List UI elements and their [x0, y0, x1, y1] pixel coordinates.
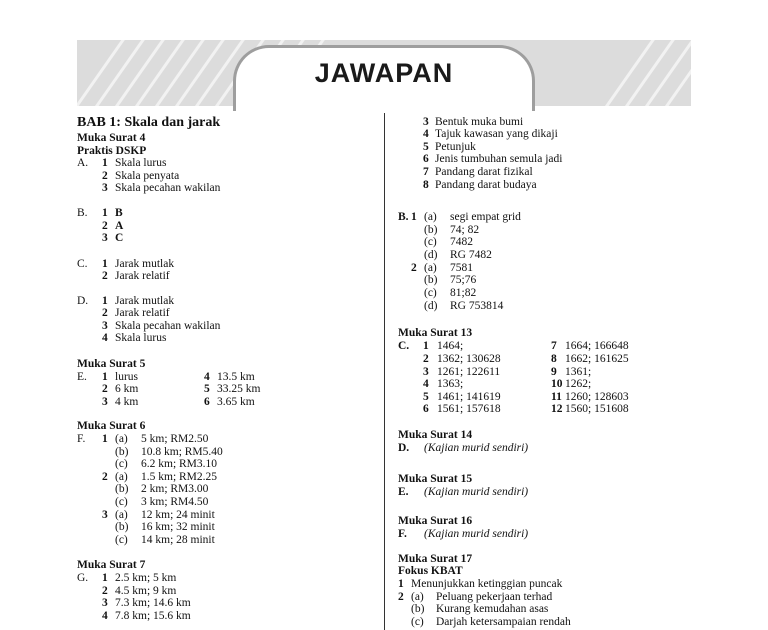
answer-text: (Kajian murid sendiri) — [424, 442, 529, 454]
answer-sub-label: (c) — [115, 534, 128, 546]
answer-text: Kurang kemudahan asas — [436, 603, 549, 615]
answer-text: 33.25 km — [217, 383, 261, 395]
answer-sub-label: (a) — [115, 433, 128, 445]
answer-number: 3 — [102, 232, 108, 244]
answer-text: 6 km — [115, 383, 139, 395]
answer-text: RG 753814 — [450, 300, 504, 312]
answer-text: Pandang darat budaya — [435, 179, 537, 191]
answer-number: 7 — [423, 166, 429, 178]
answer-text: 12 km; 24 minit — [141, 509, 215, 521]
answer-sub-label: (d) — [424, 249, 438, 261]
answer-number: 2 — [102, 270, 108, 282]
section-heading: Muka Surat 14 — [398, 429, 473, 441]
answer-text: Jenis tumbuhan semula jadi — [435, 153, 563, 165]
answer-number: 5 — [423, 391, 429, 403]
answer-text: Menunjukkan ketinggian puncak — [411, 578, 563, 590]
answer-number: 1 — [102, 295, 108, 307]
answer-text: (Kajian murid sendiri) — [424, 486, 529, 498]
section-heading: Muka Surat 16 — [398, 515, 473, 527]
answer-text: 7.3 km; 14.6 km — [115, 597, 191, 609]
answer-number: 1 — [398, 578, 404, 590]
answer-text: Skala lurus — [115, 157, 167, 169]
answer-number: 1 — [102, 433, 108, 445]
answer-number: 7 — [551, 340, 557, 352]
answer-number: 2 — [102, 170, 108, 182]
answer-number: 8 — [423, 179, 429, 191]
answer-sub-label: (a) — [424, 211, 437, 223]
answer-number: 4 — [204, 371, 210, 383]
answer-number: 9 — [551, 366, 557, 378]
answer-text: 81;82 — [450, 287, 477, 299]
answer-number: 3 — [423, 116, 429, 128]
answer-number: 2 — [102, 307, 108, 319]
answer-number: 6 — [423, 153, 429, 165]
answer-number: 10 — [551, 378, 563, 390]
answer-sub-label: (b) — [411, 603, 425, 615]
answer-number: 3 — [102, 597, 108, 609]
answer-text: 1464; — [437, 340, 464, 352]
answer-number: 4 — [423, 378, 429, 390]
answer-number: 4 — [423, 128, 429, 140]
answer-text: 2.5 km; 5 km — [115, 572, 177, 584]
answer-sub-label: (c) — [424, 236, 437, 248]
answer-number: 2 — [102, 471, 108, 483]
answer-number: 5 — [423, 141, 429, 153]
answer-text: 1361; — [565, 366, 592, 378]
answer-text: 13.5 km — [217, 371, 255, 383]
answer-text: 4 km — [115, 396, 139, 408]
answer-number: 1 — [102, 207, 108, 219]
answer-text: 7581 — [450, 262, 473, 274]
answer-text: C — [115, 232, 124, 244]
answer-text: Skala lurus — [115, 332, 167, 344]
answer-text: 16 km; 32 minit — [141, 521, 215, 533]
answer-sub-label: (b) — [115, 483, 129, 495]
answer-text: Skala penyata — [115, 170, 180, 182]
answer-sub-label: (b) — [115, 446, 129, 458]
answer-sub-label: (c) — [411, 616, 424, 628]
answer-text: Darjah ketersampaian rendah — [436, 616, 571, 628]
answer-text: Pandang darat fizikal — [435, 166, 533, 178]
answer-number: 2 — [423, 353, 429, 365]
answer-text: 1.5 km; RM2.25 — [141, 471, 218, 483]
answer-letter: E. — [77, 371, 87, 383]
section-heading: Muka Surat 15 — [398, 473, 473, 485]
answer-text: 1461; 141619 — [437, 391, 501, 403]
answer-sub-label: (b) — [424, 274, 438, 286]
answer-number: 2 — [411, 262, 417, 274]
answer-text: Petunjuk — [435, 141, 476, 153]
answer-number: 8 — [551, 353, 557, 365]
answer-number: 2 — [398, 591, 404, 603]
answer-text: 1561; 157618 — [437, 403, 501, 415]
answer-letter: A. — [77, 157, 89, 169]
answer-text: 1260; 128603 — [565, 391, 629, 403]
answer-letter: D. — [77, 295, 89, 307]
answer-letter: F. — [77, 433, 86, 445]
answer-number: 3 — [102, 509, 108, 521]
answer-number: 3 — [102, 320, 108, 332]
answer-text: 74; 82 — [450, 224, 480, 236]
answer-number: 6 — [204, 396, 210, 408]
answer-number: 3 — [423, 366, 429, 378]
answer-sub-label: (c) — [115, 458, 128, 470]
answer-text: 7482 — [450, 236, 473, 248]
answer-text: 1262; — [565, 378, 592, 390]
answer-sub-label: (a) — [115, 471, 128, 483]
answer-sub-label: (a) — [411, 591, 424, 603]
answer-number: 5 — [204, 383, 210, 395]
answer-letter: C. — [398, 340, 410, 352]
answer-text: 3 km; RM4.50 — [141, 496, 209, 508]
answer-letter: B. — [77, 207, 88, 219]
answer-text: 1362; 130628 — [437, 353, 501, 365]
answer-number: 6 — [423, 403, 429, 415]
answer-text: Bentuk muka bumi — [435, 116, 524, 128]
answer-number: 1 — [102, 258, 108, 270]
answer-number: 1 — [102, 371, 108, 383]
answer-number: 3 — [102, 396, 108, 408]
answer-sub-label: (d) — [424, 300, 438, 312]
section-heading: Muka Surat 13 — [398, 327, 473, 339]
answer-letter: G. — [77, 572, 89, 584]
answer-letter: D. — [398, 442, 410, 454]
answer-text: Skala pecahan wakilan — [115, 182, 221, 194]
answer-text: 1261; 122611 — [437, 366, 501, 378]
answer-letter: B. — [398, 211, 409, 223]
answer-sub-label: (b) — [424, 224, 438, 236]
answer-text: 75;76 — [450, 274, 477, 286]
answer-text: RG 7482 — [450, 249, 492, 261]
answer-text: B — [115, 207, 123, 219]
answer-text: 3.65 km — [217, 396, 255, 408]
answer-text: 1363; — [437, 378, 464, 390]
answer-text: 14 km; 28 minit — [141, 534, 215, 546]
answer-text: 6.2 km; RM3.10 — [141, 458, 218, 470]
answer-letter: E. — [398, 486, 409, 498]
answer-number: 2 — [102, 383, 108, 395]
answer-sub-label: (a) — [115, 509, 128, 521]
answer-text: Jarak mutlak — [115, 295, 175, 307]
answer-text: 5 km; RM2.50 — [141, 433, 209, 445]
answer-text: 1560; 151608 — [565, 403, 629, 415]
answer-text: Skala pecahan wakilan — [115, 320, 221, 332]
answer-sub-label: (a) — [424, 262, 437, 274]
answer-text: 7.8 km; 15.6 km — [115, 610, 191, 622]
answer-number: 2 — [102, 585, 108, 597]
answer-number: 2 — [102, 220, 108, 232]
answer-text: A — [115, 220, 124, 232]
subsection-heading: Fokus KBAT — [398, 565, 463, 577]
answer-text: 4.5 km; 9 km — [115, 585, 177, 597]
answer-text: Jarak relatif — [115, 270, 170, 282]
answer-number: 11 — [551, 391, 562, 403]
answer-text: 10.8 km; RM5.40 — [141, 446, 223, 458]
section-heading: Muka Surat 4 — [77, 132, 146, 144]
answer-text: 2 km; RM3.00 — [141, 483, 209, 495]
section-heading: Muka Surat 7 — [77, 559, 146, 571]
page-title: JAWAPAN — [314, 58, 454, 88]
answer-text: 1664; 166648 — [565, 340, 629, 352]
section-heading: Muka Surat 6 — [77, 420, 146, 432]
answer-number: 1 — [102, 157, 108, 169]
answer-number: 4 — [102, 332, 108, 344]
answer-text: 1662; 161625 — [565, 353, 629, 365]
section-heading: Muka Surat 5 — [77, 358, 146, 370]
chapter-title: BAB 1: Skala dan jarak — [77, 115, 221, 130]
answer-number: 1 — [411, 211, 417, 223]
answer-text: segi empat grid — [450, 211, 521, 223]
answer-number: 1 — [423, 340, 429, 352]
answer-number: 4 — [102, 610, 108, 622]
answer-letter: F. — [398, 528, 407, 540]
answer-text: Jarak mutlak — [115, 258, 175, 270]
answer-sub-label: (c) — [424, 287, 437, 299]
answer-number: 12 — [551, 403, 563, 415]
column-divider — [384, 113, 385, 630]
answer-sub-label: (c) — [115, 496, 128, 508]
answer-letter: C. — [77, 258, 88, 270]
answer-text: (Kajian murid sendiri) — [424, 528, 529, 540]
answer-text: Peluang pekerjaan terhad — [436, 591, 553, 603]
subsection-heading: Praktis DSKP — [77, 145, 147, 157]
answer-text: lurus — [115, 371, 138, 383]
answer-text: Tajuk kawasan yang dikaji — [435, 128, 558, 140]
answer-sub-label: (b) — [115, 521, 129, 533]
section-heading: Muka Surat 17 — [398, 553, 473, 565]
answer-text: Jarak relatif — [115, 307, 170, 319]
answer-number: 3 — [102, 182, 108, 194]
answer-number: 1 — [102, 572, 108, 584]
